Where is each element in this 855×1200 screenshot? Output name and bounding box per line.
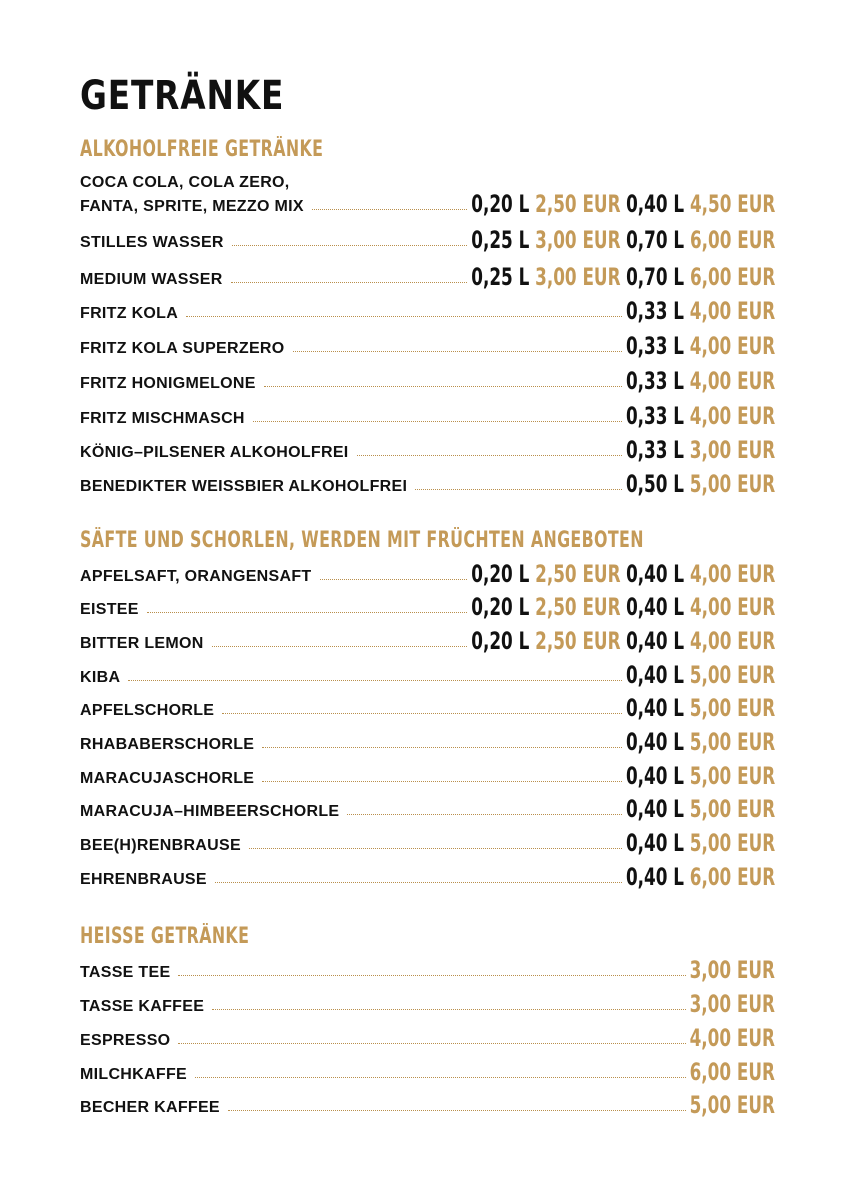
price: 2,50 EUR	[534, 190, 621, 218]
menu-item	[80, 366, 775, 394]
price: 3,00 EUR	[689, 990, 775, 1018]
menu-item	[80, 469, 775, 497]
volume: 0,33 L	[625, 332, 690, 360]
item-name: ESPRESSO	[80, 1032, 171, 1049]
volume: 0,40 L	[625, 560, 690, 588]
dotted-leader	[212, 1009, 685, 1010]
price: 3,00 EUR	[534, 226, 621, 254]
price-group	[471, 593, 775, 621]
price-group	[471, 190, 775, 218]
item-name: MEDIUM WASSER	[80, 271, 223, 288]
price-group	[626, 728, 775, 756]
price-group	[626, 795, 775, 823]
price-group	[690, 1024, 775, 1052]
price-group	[626, 332, 775, 360]
menu-item	[80, 660, 775, 688]
price: 5,00 EUR	[689, 762, 775, 790]
price: 6,00 EUR	[689, 226, 775, 254]
menu-item	[80, 262, 775, 290]
volume: 0,33 L	[625, 367, 690, 395]
item-name: EHRENBRAUSE	[80, 871, 207, 888]
price-group	[626, 470, 775, 498]
price-group	[690, 1091, 775, 1119]
item-name: RHABABERSCHORLE	[80, 736, 255, 753]
item-name: KIBA	[80, 669, 121, 686]
price-group	[626, 863, 775, 891]
price: 3,00 EUR	[689, 956, 775, 984]
price: 2,50 EUR	[534, 627, 621, 655]
volume: 0,70 L	[625, 226, 690, 254]
volume: 0,20 L	[470, 593, 535, 621]
volume: 0,25 L	[470, 226, 535, 254]
dotted-leader	[347, 814, 621, 815]
page-title: GETRÄNKE	[80, 73, 285, 119]
menu-item	[80, 1023, 775, 1051]
price-group	[471, 263, 775, 291]
item-name: FRITZ KOLA	[80, 305, 179, 322]
volume: 0,20 L	[470, 560, 535, 588]
dotted-leader	[222, 713, 622, 714]
volume: 0,33 L	[625, 297, 690, 325]
menu-item	[80, 592, 775, 620]
dotted-leader	[128, 680, 621, 681]
item-name: EISTEE	[80, 601, 139, 618]
dotted-leader	[186, 316, 622, 317]
price-group	[471, 627, 775, 655]
dotted-leader	[264, 386, 622, 387]
volume: 0,50 L	[625, 470, 690, 498]
item-name: MARACUJA–HIMBEERSCHORLE	[80, 803, 340, 820]
price: 2,50 EUR	[534, 560, 621, 588]
dotted-leader	[293, 351, 622, 352]
price-group	[471, 226, 775, 254]
dotted-leader	[228, 1110, 686, 1111]
menu-item	[80, 225, 775, 253]
dotted-leader	[312, 209, 467, 210]
menu-item	[80, 173, 775, 217]
price: 6,00 EUR	[689, 863, 775, 891]
menu-item	[80, 1057, 775, 1085]
item-name: COCA COLA, COLA ZERO,	[80, 174, 290, 191]
volume: 0,33 L	[625, 436, 690, 464]
dotted-leader	[147, 612, 467, 613]
dotted-leader	[253, 421, 622, 422]
price: 4,00 EUR	[689, 1024, 775, 1052]
menu-item	[80, 331, 775, 359]
price-group	[690, 956, 775, 984]
item-name: BITTER LEMON	[80, 635, 204, 652]
volume: 0,20 L	[470, 190, 535, 218]
price: 2,50 EUR	[534, 593, 621, 621]
volume: 0,40 L	[625, 795, 690, 823]
price-group	[626, 694, 775, 722]
dotted-leader	[195, 1077, 686, 1078]
price-group	[626, 367, 775, 395]
menu-item	[80, 794, 775, 822]
price: 3,00 EUR	[534, 263, 621, 291]
volume: 0,20 L	[470, 627, 535, 655]
menu-item	[80, 401, 775, 429]
price-group	[471, 560, 775, 588]
volume: 0,40 L	[625, 863, 690, 891]
price-group	[626, 402, 775, 430]
price-group	[690, 1058, 775, 1086]
menu-item	[80, 296, 775, 324]
volume: 0,25 L	[470, 263, 535, 291]
item-name: APFELSAFT, ORANGENSAFT	[80, 568, 312, 585]
menu-item	[80, 1090, 775, 1118]
menu-item	[80, 727, 775, 755]
dotted-leader	[262, 747, 622, 748]
volume: 0,40 L	[625, 694, 690, 722]
price-group	[626, 829, 775, 857]
price: 6,00 EUR	[689, 1058, 775, 1086]
price-group	[626, 436, 775, 464]
price: 5,00 EUR	[689, 829, 775, 857]
dotted-leader	[262, 781, 622, 782]
dotted-leader	[232, 245, 467, 246]
price-group	[626, 297, 775, 325]
price: 4,00 EUR	[689, 332, 775, 360]
menu-item	[80, 761, 775, 789]
item-name: MARACUJASCHORLE	[80, 770, 255, 787]
price: 5,00 EUR	[689, 470, 775, 498]
item-name: BENEDIKTER WEISSBIER ALKOHOLFREI	[80, 478, 408, 495]
price: 5,00 EUR	[689, 1091, 775, 1119]
dotted-leader	[178, 975, 685, 976]
menu-item	[80, 693, 775, 721]
price: 6,00 EUR	[689, 263, 775, 291]
item-name: BEE(H)RENBRAUSE	[80, 837, 241, 854]
item-name-line2: FANTA, SPRITE, MEZZO MIX	[80, 198, 304, 215]
volume: 0,33 L	[625, 402, 690, 430]
item-name: TASSE TEE	[80, 964, 171, 981]
menu-item	[80, 626, 775, 654]
menu-item	[80, 989, 775, 1017]
section-title: SÄFTE UND SCHORLEN, WERDEN MIT FRÜCHTEN ANGEBOTEN	[80, 528, 644, 553]
volume: 0,40 L	[625, 829, 690, 857]
item-name: KÖNIG–PILSENER ALKOHOLFREI	[80, 444, 349, 461]
price: 5,00 EUR	[689, 728, 775, 756]
dotted-leader	[212, 646, 467, 647]
volume: 0,40 L	[625, 762, 690, 790]
volume: 0,40 L	[625, 593, 690, 621]
price: 4,00 EUR	[689, 593, 775, 621]
volume: 0,70 L	[625, 263, 690, 291]
price-group	[626, 661, 775, 689]
dotted-leader	[415, 489, 622, 490]
dotted-leader	[231, 282, 467, 283]
section-title: ALKOHOLFREIE GETRÄNKE	[80, 137, 324, 162]
item-name: TASSE KAFFEE	[80, 998, 205, 1015]
volume: 0,40 L	[625, 627, 690, 655]
section-title: HEISSE GETRÄNKE	[80, 924, 250, 949]
price: 4,00 EUR	[689, 560, 775, 588]
item-name: MILCHKAFFE	[80, 1066, 187, 1083]
price: 5,00 EUR	[689, 661, 775, 689]
menu-item	[80, 559, 775, 587]
menu-item	[80, 435, 775, 463]
dotted-leader	[215, 882, 622, 883]
dotted-leader	[178, 1043, 685, 1044]
dotted-leader	[357, 455, 622, 456]
item-name: APFELSCHORLE	[80, 702, 215, 719]
dotted-leader	[320, 579, 467, 580]
item-name: FRITZ HONIGMELONE	[80, 375, 256, 392]
price: 4,50 EUR	[689, 190, 775, 218]
price: 4,00 EUR	[689, 627, 775, 655]
price-group	[626, 762, 775, 790]
price: 4,00 EUR	[689, 367, 775, 395]
dotted-leader	[249, 848, 622, 849]
volume: 0,40 L	[625, 190, 690, 218]
volume: 0,40 L	[625, 661, 690, 689]
price: 4,00 EUR	[689, 402, 775, 430]
price: 4,00 EUR	[689, 297, 775, 325]
price: 5,00 EUR	[689, 795, 775, 823]
price: 5,00 EUR	[689, 694, 775, 722]
price-group	[690, 990, 775, 1018]
menu-item	[80, 955, 775, 983]
menu-item	[80, 828, 775, 856]
item-name: FRITZ MISCHMASCH	[80, 410, 245, 427]
item-name: STILLES WASSER	[80, 234, 224, 251]
item-name: BECHER KAFFEE	[80, 1099, 220, 1116]
volume: 0,40 L	[625, 728, 690, 756]
menu-item	[80, 862, 775, 890]
item-name: FRITZ KOLA SUPERZERO	[80, 340, 285, 357]
price: 3,00 EUR	[689, 436, 775, 464]
